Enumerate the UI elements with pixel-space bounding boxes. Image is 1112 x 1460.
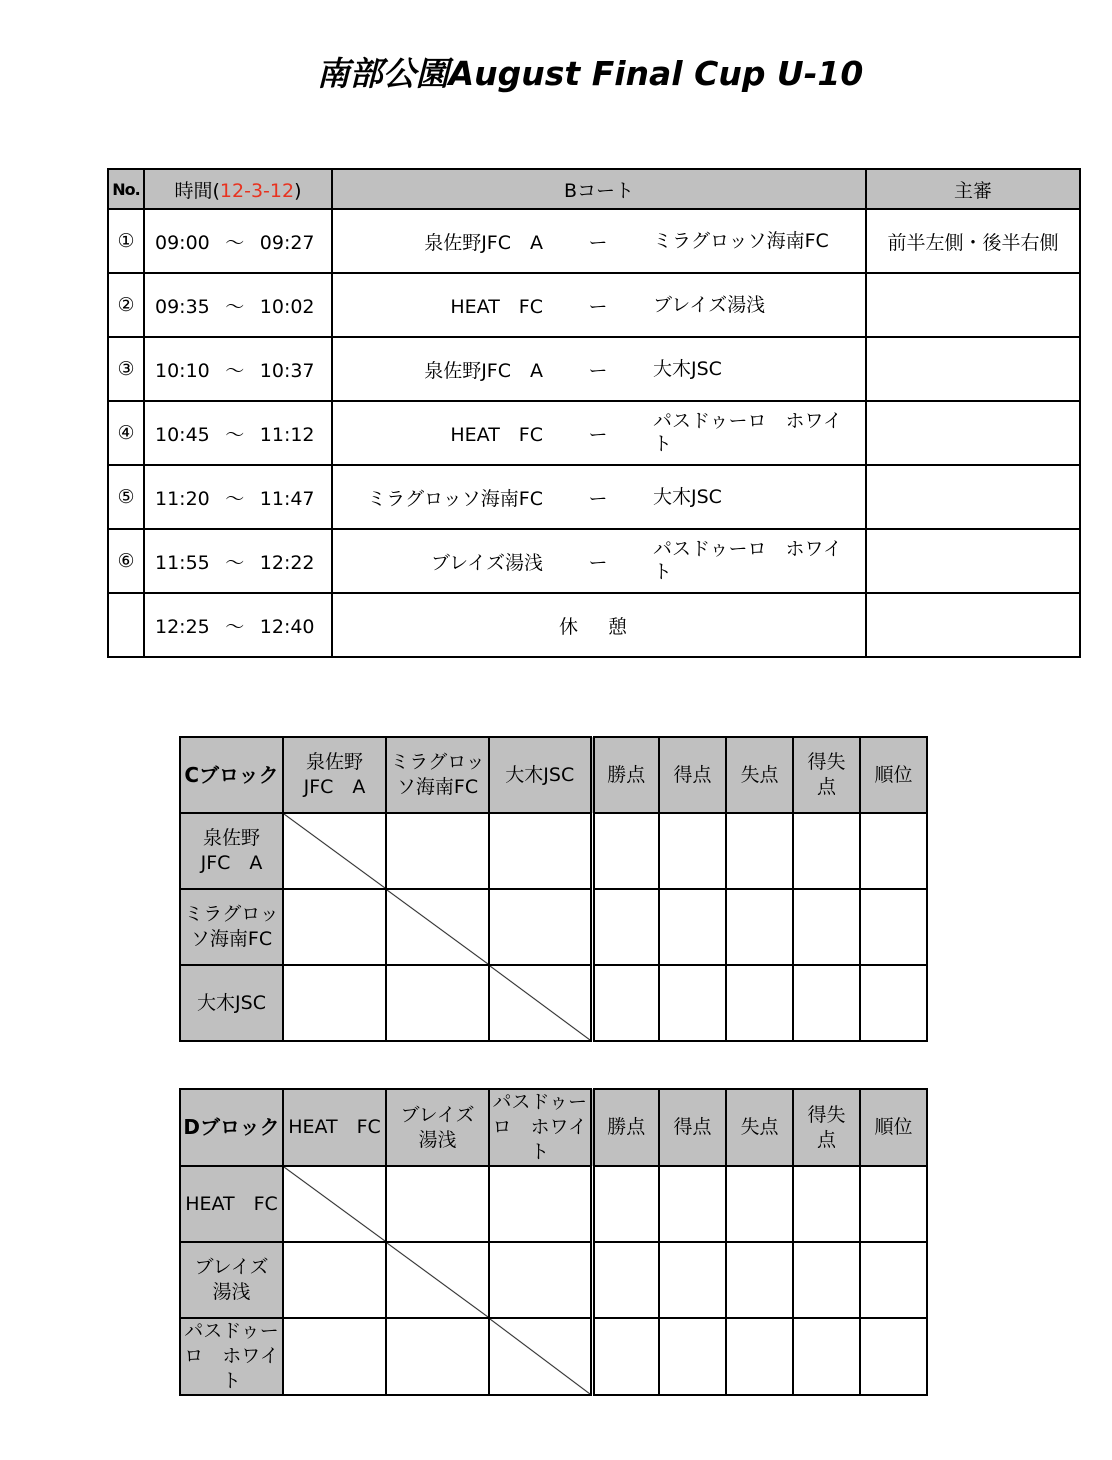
match-time (144, 209, 332, 273)
stat-cell[interactable] (592, 1166, 659, 1242)
stat-cell[interactable] (726, 889, 793, 965)
team-name-line1: ブレイズ (194, 1256, 269, 1278)
break-start: 12:25 (155, 615, 210, 638)
header-time-close: ) (294, 179, 302, 202)
stat-cell[interactable] (793, 1318, 860, 1395)
match-start: 09:35 (155, 295, 210, 318)
self-match-cell (489, 1318, 592, 1395)
versus-dash: ー (588, 231, 608, 254)
stat-cell[interactable] (793, 889, 860, 965)
stat-cell[interactable] (860, 1242, 927, 1318)
match-no: ③ (108, 337, 144, 401)
header-referee: 主審 (866, 169, 1080, 209)
stat-cell[interactable] (659, 889, 726, 965)
match-rows (108, 209, 1080, 593)
header-date: 12-3-12 (219, 179, 295, 202)
stat-column-header (793, 1089, 860, 1166)
result-cell[interactable] (283, 965, 386, 1041)
stat-cell[interactable] (592, 965, 659, 1041)
match-referee (866, 465, 1080, 529)
home-team: 泉佐野JFC A (424, 359, 543, 382)
team-column-header (489, 737, 592, 813)
match-time (144, 465, 332, 529)
away-team: ミラグロッソ海南FC (653, 229, 829, 252)
match-no: ⑤ (108, 465, 144, 529)
match-row (108, 465, 1080, 529)
stat-cell[interactable] (659, 1318, 726, 1395)
block-team-row (180, 813, 927, 889)
away-team: 大木JSC (653, 485, 722, 508)
team-name-line1: 泉佐野 (305, 751, 363, 773)
stat-cell[interactable] (659, 965, 726, 1041)
block-team-row (180, 965, 927, 1041)
team-name-line2: 湯浅 (212, 1281, 251, 1303)
match-start: 10:10 (155, 359, 210, 382)
stat-label-line1: 順位 (874, 763, 913, 786)
stat-cell[interactable] (726, 813, 793, 889)
result-cell[interactable] (489, 889, 592, 965)
versus-dash: ー (588, 295, 608, 318)
stat-column-header (592, 737, 659, 813)
match-end: 10:37 (259, 359, 315, 382)
team-name-line1: 泉佐野 (202, 827, 260, 849)
match-referee: 前半左側・後半右側 (866, 209, 1080, 273)
break-row (108, 593, 1080, 657)
team-name-line1: 大木JSC (197, 991, 266, 1014)
stat-cell[interactable] (860, 1166, 927, 1242)
versus-dash: ー (588, 423, 608, 446)
team-column-header (386, 1089, 489, 1166)
stat-column-header (726, 1089, 793, 1166)
match-no: ① (108, 209, 144, 273)
home-team: ミラグロッソ海南FC (367, 487, 543, 510)
match-end: 11:12 (259, 423, 315, 446)
match-teams (332, 465, 866, 529)
match-end: 10:02 (259, 295, 315, 318)
break-no (108, 593, 144, 657)
home-team: ブレイズ湯浅 (430, 551, 543, 574)
tilde: ～ (225, 423, 245, 446)
stat-column-header (860, 1089, 927, 1166)
result-cell[interactable] (386, 965, 489, 1041)
team-name-line1: ミラグロッ (184, 903, 279, 925)
schedule-header-row (108, 169, 1080, 209)
team-row-header (180, 1318, 283, 1395)
match-no: ② (108, 273, 144, 337)
stat-cell[interactable] (726, 965, 793, 1041)
away-team: ブレイズ湯浅 (653, 293, 766, 316)
block-team-row (180, 1242, 927, 1318)
stat-label-line1: 失点 (740, 763, 779, 786)
self-match-cell (283, 813, 386, 889)
break-end: 12:40 (259, 615, 315, 638)
result-cell[interactable] (489, 813, 592, 889)
tilde: ～ (225, 615, 245, 638)
match-end: 09:27 (259, 231, 315, 254)
match-no: ④ (108, 401, 144, 465)
stat-cell[interactable] (726, 1166, 793, 1242)
team-row-header (180, 1166, 283, 1242)
stat-cell[interactable] (793, 965, 860, 1041)
tilde: ～ (225, 551, 245, 574)
stat-cell[interactable] (659, 813, 726, 889)
match-teams (332, 273, 866, 337)
stat-cell[interactable] (860, 965, 927, 1041)
match-time (144, 529, 332, 593)
stat-label-line2: 点 (816, 776, 836, 798)
match-row (108, 529, 1080, 593)
header-no-label: No. (112, 180, 140, 199)
team-row-header (180, 889, 283, 965)
stat-cell[interactable] (726, 1318, 793, 1395)
match-time (144, 401, 332, 465)
match-row (108, 337, 1080, 401)
home-team: 泉佐野JFC A (424, 231, 543, 254)
tilde: ～ (225, 359, 245, 382)
team-column-header (386, 737, 489, 813)
team-name-line1: ミラグロッ (390, 751, 485, 773)
match-row (108, 273, 1080, 337)
break-referee (866, 593, 1080, 657)
block-d-table (179, 1088, 928, 1396)
stat-label-line1: 得点 (673, 1116, 712, 1138)
stat-label-line2: 点 (816, 1128, 836, 1151)
team-column-header (283, 737, 386, 813)
stat-cell[interactable] (860, 889, 927, 965)
stat-label-line1: 得点 (673, 763, 712, 786)
team-name-line2: ソ海南FC (396, 776, 479, 798)
team-row-header (180, 965, 283, 1041)
team-name-line1: HEAT FC (288, 1116, 381, 1138)
home-team: HEAT FC (450, 423, 543, 446)
block-name: Dブロック (180, 1089, 283, 1166)
stat-cell[interactable] (860, 1318, 927, 1395)
team-row-header (180, 813, 283, 889)
result-cell[interactable] (489, 1166, 592, 1242)
stat-cell[interactable] (860, 813, 927, 889)
match-teams (332, 529, 866, 593)
result-cell[interactable] (386, 813, 489, 889)
team-name-line2: JFC A (303, 776, 366, 798)
match-start: 09:00 (155, 231, 210, 254)
team-name-line1: HEAT FC (185, 1192, 278, 1215)
header-time-label: 時間( (174, 179, 220, 202)
break-label: 休 憩 (332, 593, 866, 657)
block-name: Cブロック (180, 737, 283, 813)
page-title: 南部公園August Final Cup U-10 (316, 54, 864, 93)
team-column-header (283, 1089, 386, 1166)
tilde: ～ (225, 487, 245, 510)
match-referee (866, 401, 1080, 465)
stat-label-line1: 勝点 (607, 763, 646, 786)
stat-column-header (659, 737, 726, 813)
match-time (144, 273, 332, 337)
block-team-row (180, 1166, 927, 1242)
match-referee (866, 273, 1080, 337)
result-cell[interactable] (489, 1242, 592, 1318)
versus-dash: ー (588, 487, 608, 510)
stat-column-header (659, 1089, 726, 1166)
stat-cell[interactable] (793, 813, 860, 889)
stat-cell[interactable] (726, 1242, 793, 1318)
match-schedule-table (107, 168, 1081, 658)
team-name-line2: ロ ホワイト (492, 1116, 587, 1163)
versus-dash: ー (588, 551, 608, 574)
stat-column-header (592, 1089, 659, 1166)
block-c-table (179, 736, 928, 1042)
away-team: 大木JSC (653, 357, 722, 380)
block-header-row (180, 737, 927, 813)
versus-dash: ー (588, 359, 608, 382)
result-cell[interactable] (283, 1318, 386, 1395)
match-end: 12:22 (259, 551, 315, 574)
self-match-cell (489, 965, 592, 1041)
team-name-line2: ロ ホワイト (184, 1345, 279, 1392)
match-time (144, 337, 332, 401)
match-start: 10:45 (155, 423, 210, 446)
stat-cell[interactable] (592, 813, 659, 889)
match-teams (332, 337, 866, 401)
match-start: 11:55 (155, 551, 210, 574)
stat-cell[interactable] (659, 1166, 726, 1242)
header-no (108, 169, 144, 209)
tilde: ～ (225, 295, 245, 318)
block-team-row (180, 1318, 927, 1395)
team-name-line1: パスドゥー (184, 1320, 279, 1342)
match-row (108, 209, 1080, 273)
self-match-cell (386, 1242, 489, 1318)
team-name-line2: ソ海南FC (190, 928, 273, 950)
header-court: Bコート (332, 169, 866, 209)
stat-column-header (860, 737, 927, 813)
team-name-line2: JFC A (200, 852, 263, 874)
result-cell[interactable] (386, 1318, 489, 1395)
home-team: HEAT FC (450, 295, 543, 318)
stat-label-line1: 順位 (874, 1116, 913, 1138)
match-teams (332, 401, 866, 465)
stat-label-line1: 勝点 (607, 1116, 646, 1138)
stat-label-line1: 得失 (807, 751, 846, 773)
team-column-header (489, 1089, 592, 1166)
match-start: 11:20 (155, 487, 210, 510)
team-name-line1: ブレイズ (400, 1103, 475, 1126)
stat-column-header (793, 737, 860, 813)
match-teams (332, 209, 866, 273)
result-cell[interactable] (386, 1166, 489, 1242)
stat-cell[interactable] (592, 1318, 659, 1395)
match-referee (866, 337, 1080, 401)
tilde: ～ (225, 231, 245, 254)
match-row (108, 401, 1080, 465)
block-team-row (180, 889, 927, 965)
stat-cell[interactable] (659, 1242, 726, 1318)
stat-cell[interactable] (592, 889, 659, 965)
self-match-cell (386, 889, 489, 965)
stat-column-header (726, 737, 793, 813)
team-row-header (180, 1242, 283, 1318)
match-no: ⑥ (108, 529, 144, 593)
break-time (144, 593, 332, 657)
result-cell[interactable] (283, 1242, 386, 1318)
stat-cell[interactable] (793, 1242, 860, 1318)
stat-cell[interactable] (793, 1166, 860, 1242)
away-team: パスドゥーロ ホワイト (653, 538, 842, 583)
stat-cell[interactable] (592, 1242, 659, 1318)
team-name-line1: パスドゥー (492, 1091, 588, 1113)
stat-label-line1: 失点 (740, 1116, 779, 1138)
match-end: 11:47 (259, 487, 315, 510)
result-cell[interactable] (283, 889, 386, 965)
match-referee (866, 529, 1080, 593)
team-name-line1: 大木JSC (505, 763, 575, 786)
self-match-cell (283, 1166, 386, 1242)
team-name-line2: 湯浅 (418, 1128, 457, 1151)
block-header-row (180, 1089, 927, 1166)
header-time (144, 169, 332, 209)
stat-label-line1: 得失 (807, 1103, 846, 1126)
away-team: パスドゥーロ ホワイト (653, 410, 842, 455)
